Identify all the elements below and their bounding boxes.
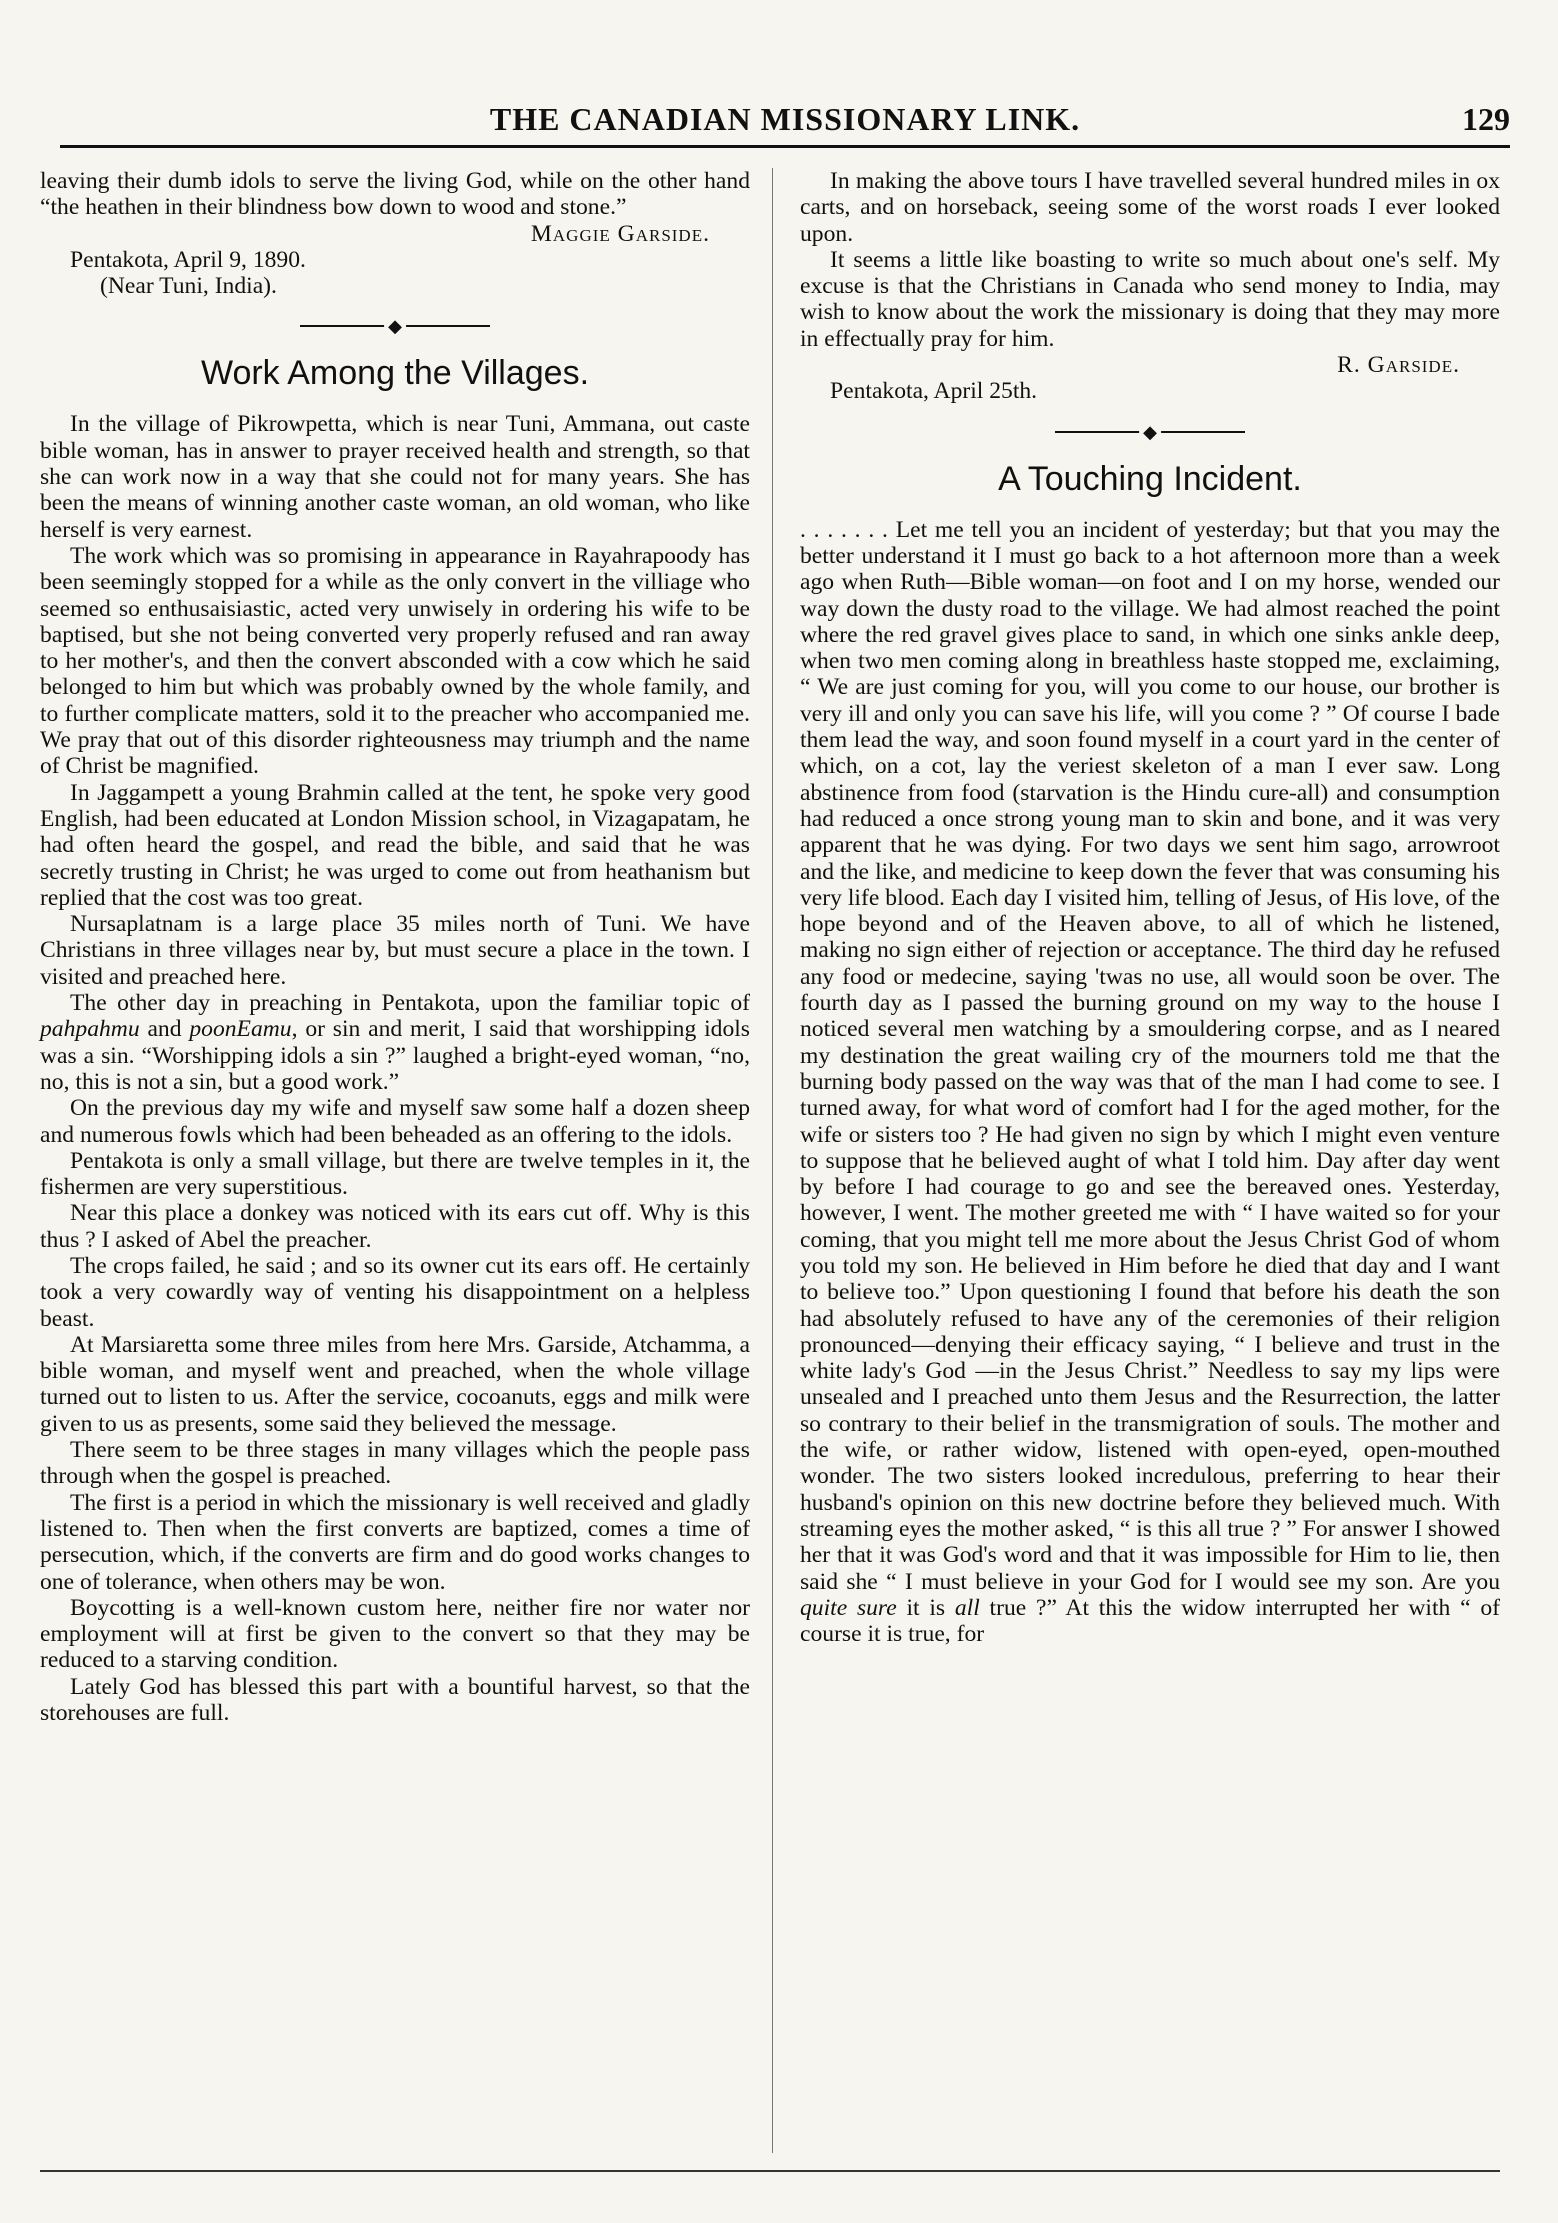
paragraph: The first is a period in which the missionary is well received and gladly listened to. Then when the first converts are baptized, comes a time of persecution, which, if the converts are firm and do good works changes to one of tolerance, when others may be won.: [40, 1489, 750, 1595]
paragraph: Boycotting is a well-known custom here, neither fire nor water nor employment will at first be given to the convert so that they may be reduced to a starving condition.: [40, 1594, 750, 1674]
paragraph: There seem to be three stages in many villages which the people pass through when the gospel is preached.: [40, 1437, 750, 1490]
text-run: . . . . . . . Let me tell you an incident of yesterday; but that you may the better understand it I must go back to a hot afternoon more than a week ago when Ruth—Bible woman—on foot and I on my horse, wended our way down the dusty road to the village. We had almost reached the point where the red gravel gives place to sand, in which one sinks ankle deep, when two men coming along in breathless haste stopped me, exclaiming, “ We are just coming for you, will you come to our house, our brother is very ill and only you can save his life, will you come ? ” Of course I bade them lead the way, and soon found myself in a court yard in the center of which, on a cot, lay the veriest skeleton of a man I ever saw. Long abstinence from food (starvation is the Hindu cure-all) and consumption had reduced a once strong young man to skin and bone, and it was very apparent that he was dying. For two days we sent him sago, arrowroot and the like, and medicine to keep down the fever that was consuming his very life blood. Each day I visited him, telling of Jesus, of His love, of the hope beyond and of the Heaven above, to all of which he listened, making no sign either of rejection or acceptance. The third day he refused any food or medecine, saying 'twas no use, all would soon be over. The fourth day as I passed the burning ground on my way to the house I noticed several men watching by a smouldering corpse, and as I neared my destination the great wailing cry of the mourners told me that the burning body passed on the way was that of the man I had come to see. I turned away, for what word of comfort had I for the aged mother, for the wife or sisters too ? He had given no sign by which I might even venture to suppose that he believed aught of what I told him. Day after day went by before I had courage to go and see the bereaved ones. Yesterday, however, I went. The mother greeted me with “ I have waited so for your coming, that you might tell me more about the Jesus Christ God of whom you told my son. He believed in Him before he died that day and I want to believe too.” Upon questioning I found that before his death the son had absolutely refused to have any of the ceremonies of their religion pronounced—denying their efficacy saying, “ I believe and trust in the white lady's God —in the Jesus Christ.” Needless to say my lips were unsealed and I preached unto them Jesus and the Resurrection, the latter so contrary to their belief in the transmigration of souls. The mother and the wife, or rather widow, listened with open-eyed, open-mouthed wonder. The two sisters looked incredulous, preferring to hear their husband's opinion on this new doctrine before they believed much. With streaming eyes the mother asked, “ is this all true ? ” For answer I showed her that it was God's word and that it was impossible for Him to lie, then said she “ I must believe in your God for I would see my son. Are you: [800, 516, 1500, 1595]
paragraph: The crops failed, he said ; and so its owner cut its ears off. He certainly took a very cowardly way of venting his disappointment on a helpless beast.: [40, 1252, 750, 1332]
intro-signature: Maggie Garside.: [530, 220, 710, 247]
column-divider: [772, 168, 773, 2153]
left-column: [40, 168, 750, 1726]
italic-term: poonEamu: [189, 1016, 292, 1043]
page-header: [60, 95, 1510, 148]
journal-title: THE CANADIAN MISSIONARY LINK.: [489, 101, 1081, 137]
italic-term: quite sure: [800, 1594, 897, 1621]
section-divider: [1055, 421, 1245, 443]
paragraph: Lately God has blessed this part with a bountiful harvest, so that the storehouses are full.: [40, 1673, 750, 1727]
paragraph: In making the above tours I have travelled several hundred miles in ox carts, and on horseback, seeing some of the worst roads I ever looked upon.: [800, 168, 1500, 247]
paragraph: On the previous day my wife and myself saw some half a dozen sheep and numerous fowls which had been beheaded as an offering to the idols.: [40, 1095, 750, 1148]
paragraph: The work which was so promising in appearance in Rayahrapoody has been seemingly stopped for a while as the only convert in the villiage who seemed so enthusaisiastic, acted very unwisely in ordering his wife to be baptised, but she not being converted very properly refused and ran away to her mother's, and then the convert absconded with a cow which he said belonged to him but which was probably owned by the whole family, and to further complicate matters, sold it to the preacher who accompanied me. We pray that out of this disorder righteousness may triumph and the name of Christ be magnified.: [40, 542, 750, 780]
paragraph: Pentakota is only a small village, but there are twelve temples in it, the fishermen are very superstitious.: [40, 1147, 750, 1201]
bottom-rule: [40, 2170, 1500, 2172]
article-title-villages: Work Among the Villages.: [200, 354, 590, 393]
italic-term: pahpahmu: [40, 1016, 140, 1043]
right-column: [800, 168, 1500, 1647]
paragraph: Near this place a donkey was noticed with its ears cut off. Why is this thus ? I asked of Abel the preacher.: [40, 1200, 750, 1253]
paragraph: In Jaggampett a young Brahmin called at the tent, he spoke very good English, had been educated at London Mission school, in Vizagapatam, he had often heard the gospel, and read the bible, and said that he was secretly trusting in Christ; he was urged to come out from heathanism but replied that the cost was too great.: [40, 779, 750, 911]
place-date: Pentakota, April 25th.: [830, 378, 1038, 405]
paragraph: At Marsiaretta some three miles from here Mrs. Garside, Atchamma, a bible woman, and myself went and preached, when the whole village turned out to listen to us. After the service, cocoanuts, eggs and milk were given to us as presents, some said they believed the message.: [40, 1331, 750, 1437]
text-run: and: [139, 1016, 190, 1043]
italic-term: all: [954, 1594, 980, 1621]
text-run: The other day in preaching in Pentakota, upon the familiar topic of: [70, 990, 750, 1017]
text-run: true ?” At this the widow interrupted her with “ of course it is true, for: [800, 1594, 1500, 1648]
paragraph: [800, 517, 1500, 1648]
paragraph: In the village of Pikrowpetta, which is near Tuni, Ammana, out caste bible woman, has in answer to prayer received health and strength, so that she can work now in a way that she could not for many years. She has been the means of winning another caste woman, an old woman, who like herself is very earnest.: [40, 411, 750, 543]
paragraph: Nursaplatnam is a large place 35 miles north of Tuni. We have Christians in three villages near by, but must secure a place in the town. I visited and preached here.: [40, 911, 750, 990]
text-run: it is: [896, 1594, 955, 1621]
paragraph: It seems a little like boasting to write so much about one's self. My excuse is that the Christians in Canada who send money to India, may wish to know about the work the missionary is doing that they may more in effectually pray for him.: [800, 246, 1500, 352]
section-divider: [300, 315, 490, 337]
page-number: 129: [1462, 101, 1510, 137]
article-title-incident: A Touching Incident.: [998, 459, 1302, 498]
signature: R. Garside.: [1337, 352, 1460, 379]
text-run: , or sin and merit, I said that worshipping idols was a sin. “Worshipping idols a sin ?” laughed a bright-eyed woman, “no, no, this is not a sin, but a good work.”: [40, 1016, 750, 1095]
intro-text: leaving their dumb idols to serve the living God, while on the other hand “the heathen in their blindness bow down to wood and stone.”: [40, 168, 750, 221]
paragraph: [40, 990, 750, 1095]
intro-place: Pentakota, April 9, 1890.: [70, 246, 306, 273]
intro-place-note: (Near Tuni, India).: [100, 273, 277, 300]
